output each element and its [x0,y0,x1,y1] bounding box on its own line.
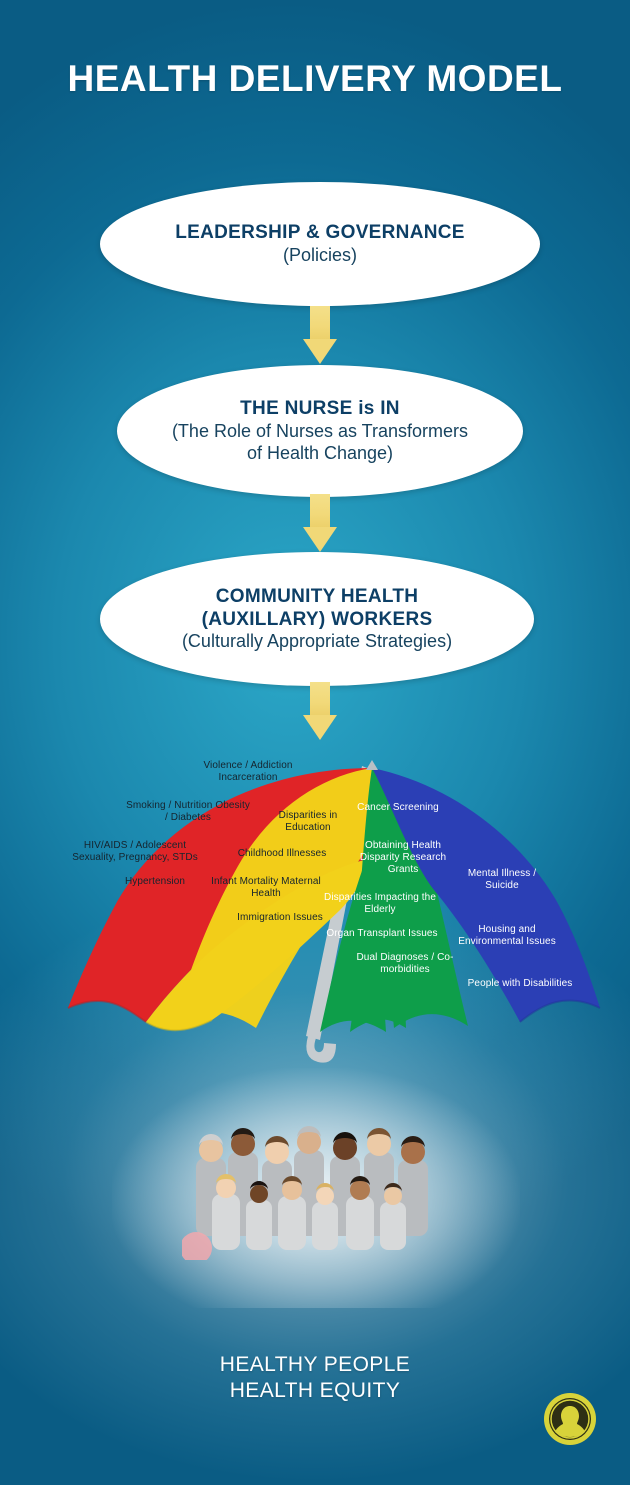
umbrella-label: Infant Mortality Maternal Health [211,876,321,899]
umbrella-label: Violence / Addiction Incarceration [203,760,293,783]
flow-step-nurse-sub: (The Role of Nurses as Transformers of Health Change) [171,420,469,463]
umbrella-label: Obtaining Health Disparity Research Grants [359,840,447,875]
footer-line-1: HEALTHY PEOPLE [219,1353,411,1376]
arrow-shaft [310,682,330,716]
umbrella-icon [20,740,620,1070]
umbrella-label: Immigration Issues [237,912,323,923]
arrow-head [303,527,337,552]
umbrella-label: People with Disabilities [467,978,573,989]
arrow-shaft [310,494,330,528]
umbrella-label: Organ Transplant Issues [326,928,438,939]
umbrella-label: Dual Diagnoses / Co-morbidities [356,952,454,975]
flow-step-chw-heading-line1: COMMUNITY HEALTH [215,585,419,607]
flow-step-chw-heading-line2: (AUXILLARY) WORKERS [201,609,433,631]
umbrella-label: Disparities in Education [278,810,338,833]
flow-step-nurse-heading: THE NURSE is IN [240,398,400,420]
flow-step-nurse [117,365,523,497]
footer-line-2: HEALTH EQUITY [229,1379,401,1403]
umbrella-label: Hypertension [124,876,186,887]
umbrella-label: HIV/AIDS / Adolescent Sexuality, Pregnancy, STDs [72,840,198,863]
umbrella-label: Mental Illness / Suicide [467,868,537,891]
group-photo [182,1108,450,1260]
down-arrow-icon [303,494,337,552]
flow-step-chw-sub: (Culturally Appropriate Strategies) [181,631,453,652]
profile-seal-icon [542,1391,598,1447]
flow-step-leadership-sub: (Policies) [282,244,357,265]
umbrella-label: Childhood Illnesses [237,848,327,859]
umbrella-label: Cancer Screening [357,802,439,813]
footer-tagline [0,1352,630,1405]
arrow-head [303,339,337,364]
umbrella-label: Disparities Impacting the Elderly [324,892,436,915]
down-arrow-icon [303,682,337,740]
flow-step-leadership-heading: LEADERSHIP & GOVERNANCE [175,222,465,244]
flow-step-community-health-workers [100,552,534,686]
page-title: HEALTH DELIVERY MODEL [67,58,563,99]
down-arrow-icon [303,306,337,364]
umbrella-label: Housing and Environmental Issues [458,924,556,947]
arrow-head [303,715,337,740]
arrow-shaft [310,306,330,340]
flow-step-leadership [100,182,540,306]
umbrella-label: Smoking / Nutrition Obesity / Diabetes [126,800,250,823]
